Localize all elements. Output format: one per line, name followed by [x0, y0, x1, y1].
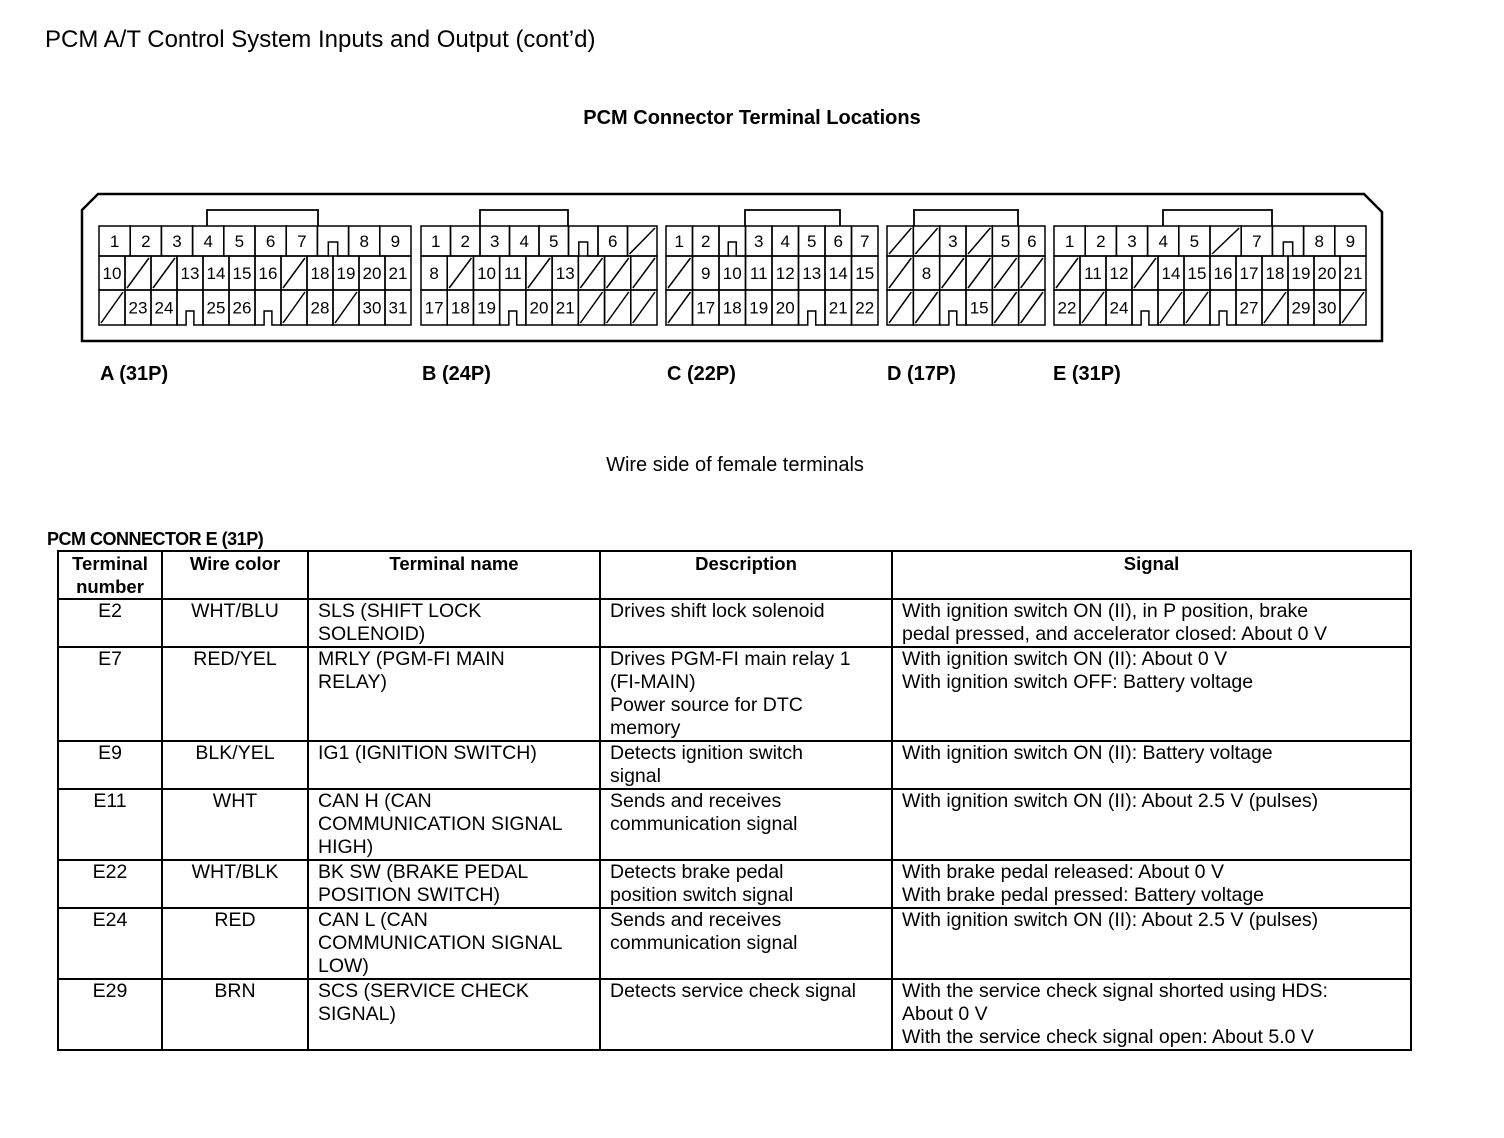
unused-terminal-mark — [889, 228, 911, 254]
signal-line: With the service check signal open: About 5.0 V — [902, 1026, 1314, 1048]
terminal-number-label: 19 — [1291, 264, 1311, 283]
terminal-description — [600, 647, 892, 741]
unused-terminal-mark — [283, 258, 305, 288]
terminal-signal — [892, 789, 1411, 860]
terminal-name-line: RELAY) — [318, 671, 387, 693]
header-signal: Signal — [892, 551, 1411, 599]
unused-terminal-mark — [889, 258, 911, 288]
terminal-number-label: 20 — [362, 264, 382, 283]
connector-diagram — [0, 0, 1504, 360]
unused-terminal-mark — [1021, 258, 1043, 288]
unused-terminal-mark — [1021, 292, 1043, 323]
terminal-name-line: POSITION SWITCH) — [318, 884, 500, 906]
terminal-number-label: 17 — [1239, 264, 1259, 283]
unused-terminal-mark — [915, 292, 937, 323]
terminal-number-label: 19 — [336, 264, 356, 283]
terminal-number-label: 23 — [128, 298, 148, 318]
signal-line: With brake pedal pressed: Battery voltage — [902, 884, 1265, 906]
terminal-signal — [892, 647, 1411, 741]
description-line: Detects service check signal — [610, 980, 857, 1002]
unused-terminal-mark — [968, 258, 990, 288]
terminal-number-label: 18 — [1265, 264, 1285, 283]
connector-latch — [745, 210, 840, 226]
description-line: Detects brake pedal — [610, 861, 784, 883]
terminal-key-slot — [1210, 290, 1236, 325]
terminal-key-slot — [940, 290, 966, 325]
terminal-name — [308, 860, 600, 908]
terminal-number-label: 1 — [1064, 232, 1075, 251]
terminal-number-label: 22 — [1057, 298, 1077, 318]
terminal-number: E2 — [58, 599, 162, 647]
terminal-number-label: 16 — [1213, 264, 1233, 283]
unused-terminal-mark — [283, 292, 305, 323]
terminal-name-line: SCS (SERVICE CHECK — [318, 980, 529, 1002]
terminal-number-label: 9 — [390, 232, 401, 251]
wire-side-caption: Wire side of female terminals — [606, 454, 864, 476]
terminal-number-label: 7 — [1252, 232, 1262, 251]
unused-terminal-mark — [1056, 258, 1078, 288]
unused-terminal-mark — [1212, 228, 1239, 254]
terminal-number-label: 12 — [775, 264, 795, 283]
table-row — [58, 647, 1411, 741]
terminal-name-line: SOLENOID) — [318, 623, 426, 645]
description-line: Drives PGM-FI main relay 1 — [610, 648, 851, 670]
terminal-number-label: 1 — [674, 232, 684, 251]
terminal-name — [308, 789, 600, 860]
terminal-number-label: 3 — [754, 232, 764, 251]
wire-color: WHT/BLU — [162, 599, 308, 647]
terminal-number-label: 21 — [388, 264, 408, 283]
terminal-number-label: 7 — [860, 232, 870, 251]
terminal-number-label: 13 — [180, 264, 200, 283]
unused-terminal-mark — [942, 258, 964, 288]
terminal-name — [308, 741, 600, 789]
description-line: communication signal — [610, 932, 798, 954]
terminal-number: E22 — [58, 860, 162, 908]
terminal-description — [600, 908, 892, 979]
terminal-number-label: 6 — [265, 232, 276, 251]
table-row — [58, 599, 1411, 647]
unused-terminal-mark — [580, 292, 602, 323]
description-line: position switch signal — [610, 884, 794, 906]
terminal-key-slot — [799, 290, 826, 325]
terminal-number-label: 14 — [206, 264, 226, 283]
terminal-number: E11 — [58, 789, 162, 860]
terminal-number-label: 6 — [833, 232, 843, 251]
terminal-name-line: COMMUNICATION SIGNAL — [318, 932, 563, 954]
connector-latch — [207, 210, 318, 226]
terminal-key-slot — [255, 290, 281, 325]
terminal-number-label: 4 — [1158, 232, 1168, 251]
connector-label-e: E (31P) — [1053, 363, 1121, 385]
terminal-number-label: 15 — [1187, 264, 1207, 283]
terminal-number-label: 29 — [1291, 298, 1311, 318]
terminal-number-label: 27 — [1239, 298, 1259, 318]
unused-terminal-mark — [994, 258, 1016, 288]
terminal-number-label: 2 — [701, 232, 711, 251]
terminal-number-label: 24 — [1109, 298, 1129, 318]
terminal-number-label: 2 — [460, 232, 470, 251]
table-row — [58, 789, 1411, 860]
terminal-description — [600, 789, 892, 860]
terminal-name-line: HIGH) — [318, 836, 374, 858]
terminal-number-label: 20 — [1317, 264, 1337, 283]
terminal-name — [308, 647, 600, 741]
terminal-name-line: SLS (SHIFT LOCK — [318, 600, 482, 622]
header-number-line: number — [76, 576, 144, 597]
unused-terminal-mark — [127, 258, 149, 288]
description-line: Sends and receives — [610, 909, 782, 931]
unused-terminal-mark — [968, 228, 990, 254]
header-terminal-number — [58, 551, 162, 599]
terminal-key-slot — [500, 290, 526, 325]
terminal-number-label: 20 — [775, 298, 795, 318]
terminal-description — [600, 860, 892, 908]
terminal-number-label: 12 — [1109, 264, 1129, 283]
terminal-number-label: 15 — [855, 264, 875, 283]
terminal-number-label: 6 — [1027, 232, 1037, 251]
terminal-number-label: 11 — [749, 264, 768, 283]
terminal-number-label: 5 — [1000, 232, 1011, 251]
terminal-key-slot — [1132, 290, 1158, 325]
header-description: Description — [600, 551, 892, 599]
description-line: Power source for DTC — [610, 694, 803, 716]
terminal-number-label: 13 — [555, 264, 575, 283]
connector-c — [666, 210, 878, 325]
terminal-number-label: 5 — [807, 232, 817, 251]
description-line: Sends and receives — [610, 790, 782, 812]
terminal-number-label: 19 — [477, 298, 497, 318]
wire-color: RED — [162, 908, 308, 979]
terminal-number-label: 4 — [519, 232, 529, 251]
terminal-number-label: 30 — [362, 298, 382, 318]
unused-terminal-mark — [1342, 292, 1364, 323]
unused-terminal-mark — [153, 258, 175, 288]
connector-e — [1054, 210, 1366, 325]
terminal-number-label: 8 — [1314, 232, 1324, 251]
signal-line: With brake pedal released: About 0 V — [902, 861, 1224, 883]
terminal-number-label: 16 — [258, 264, 278, 283]
signal-line: pedal pressed, and accelerator closed: About 0 V — [902, 623, 1327, 645]
terminal-number: E24 — [58, 908, 162, 979]
terminal-number-label: 2 — [141, 232, 151, 251]
table-header-row — [58, 551, 1411, 599]
terminal-description — [600, 599, 892, 647]
terminal-number-label: 15 — [232, 264, 252, 283]
terminal-number-label: 24 — [154, 298, 174, 318]
terminal-number-label: 4 — [780, 232, 790, 251]
connector-latch — [480, 210, 568, 226]
terminal-number-label: 31 — [388, 298, 408, 318]
terminal-name-line: SIGNAL) — [318, 1003, 397, 1025]
terminal-number-label: 5 — [234, 232, 245, 251]
unused-terminal-mark — [1160, 292, 1182, 323]
terminal-number-label: 14 — [1161, 264, 1181, 283]
unused-terminal-mark — [335, 292, 357, 323]
terminal-number-label: 21 — [828, 298, 848, 318]
terminal-name — [308, 979, 600, 1050]
terminal-number-label: 21 — [555, 298, 575, 318]
signal-line: With the service check signal shorted using HDS: — [902, 980, 1328, 1002]
terminal-key-slot — [569, 226, 599, 256]
description-line: Drives shift lock solenoid — [610, 600, 825, 622]
terminal-name-line: BK SW (BRAKE PEDAL — [318, 861, 529, 883]
terminal-number-label: 7 — [297, 232, 307, 251]
table-title: PCM CONNECTOR E (31P) — [47, 529, 264, 549]
signal-line: With ignition switch ON (II): Battery voltage — [902, 742, 1273, 764]
connector-label-d: D (17P) — [887, 363, 956, 385]
terminal-number-label: 1 — [109, 232, 120, 251]
description-line: communication signal — [610, 813, 798, 835]
terminal-number-label: 10 — [477, 264, 497, 283]
unused-terminal-mark — [668, 258, 691, 288]
terminal-number-label: 3 — [948, 232, 958, 251]
terminal-number-label: 21 — [1343, 264, 1363, 283]
terminal-number-label: 11 — [1084, 264, 1102, 283]
terminal-number-label: 5 — [549, 232, 559, 251]
terminal-number-label: 15 — [969, 298, 989, 318]
terminal-number-label: 4 — [203, 232, 213, 251]
terminal-number-label: 26 — [232, 298, 252, 318]
terminal-name-line: MRLY (PGM-FI MAIN — [318, 648, 505, 670]
signal-line: About 0 V — [902, 1003, 988, 1025]
terminal-signal — [892, 979, 1411, 1050]
unused-terminal-mark — [630, 228, 656, 254]
connector-a — [99, 210, 411, 325]
terminal-name-line: LOW) — [318, 955, 369, 977]
table-row — [58, 908, 1411, 979]
terminal-key-slot — [177, 290, 203, 325]
terminal-name — [308, 908, 600, 979]
terminal-number: E29 — [58, 979, 162, 1050]
terminal-number-label: 25 — [206, 298, 226, 318]
table-row — [58, 979, 1411, 1050]
unused-terminal-mark — [633, 258, 655, 288]
wire-color: BRN — [162, 979, 308, 1050]
unused-terminal-mark — [1186, 292, 1208, 323]
terminal-signal — [892, 599, 1411, 647]
description-line: memory — [610, 717, 681, 739]
terminal-number-label: 1 — [431, 232, 441, 251]
description-line: Detects ignition switch — [610, 742, 803, 764]
terminal-name-line: IG1 (IGNITION SWITCH) — [318, 742, 537, 764]
unused-terminal-mark — [1082, 292, 1104, 323]
terminal-number: E7 — [58, 647, 162, 741]
terminal-number-label: 11 — [503, 264, 522, 283]
terminal-number-label: 8 — [429, 264, 439, 283]
terminal-number-label: 22 — [855, 298, 875, 318]
signal-line: With ignition switch ON (II), in P position, brake — [902, 600, 1309, 622]
terminal-signal — [892, 908, 1411, 979]
terminal-description — [600, 979, 892, 1050]
terminal-table — [57, 550, 1412, 1051]
terminal-signal — [892, 860, 1411, 908]
signal-line: With ignition switch OFF: Battery voltage — [902, 671, 1254, 693]
diagram-title: PCM Connector Terminal Locations — [583, 107, 921, 129]
terminal-number-label: 19 — [749, 298, 769, 318]
connector-label-b: B (24P) — [422, 363, 491, 385]
signal-line: With ignition switch ON (II): About 2.5 V (pulses) — [902, 909, 1319, 931]
terminal-number-label: 17 — [424, 298, 444, 318]
unused-terminal-mark — [101, 292, 123, 323]
header-wire-color: Wire color — [162, 551, 308, 599]
terminal-name-line: COMMUNICATION SIGNAL — [318, 813, 563, 835]
unused-terminal-mark — [668, 292, 691, 323]
terminal-number-label: 8 — [921, 264, 932, 283]
description-line: signal — [610, 765, 661, 787]
unused-terminal-mark — [580, 258, 602, 288]
terminal-number-label: 18 — [310, 264, 330, 283]
terminal-number-label: 3 — [172, 232, 182, 251]
terminal-number-label: 9 — [1345, 232, 1356, 251]
connector-latch — [1163, 210, 1272, 226]
terminal-number-label: 2 — [1096, 232, 1106, 251]
terminal-number: E9 — [58, 741, 162, 789]
terminal-number-label: 13 — [802, 264, 822, 283]
terminal-number-label: 10 — [102, 264, 122, 283]
terminal-key-slot — [1272, 226, 1303, 256]
page-title: PCM A/T Control System Inputs and Output (cont’d) — [45, 26, 596, 53]
terminal-number-label: 3 — [490, 232, 500, 251]
unused-terminal-mark — [449, 258, 471, 288]
terminal-number-label: 18 — [450, 298, 470, 318]
terminal-number-label: 20 — [529, 298, 549, 318]
terminal-name — [308, 599, 600, 647]
unused-terminal-mark — [607, 258, 629, 288]
terminal-number-label: 3 — [1127, 232, 1137, 251]
unused-terminal-mark — [889, 292, 911, 323]
header-terminal-name: Terminal name — [308, 551, 600, 599]
terminal-number-label: 14 — [828, 264, 848, 283]
connector-label-a: A (31P) — [100, 363, 169, 385]
terminal-number-label: 8 — [359, 232, 369, 251]
terminal-number-label: 17 — [696, 298, 716, 318]
connector-label-c: C (22P) — [667, 363, 736, 385]
unused-terminal-mark — [994, 292, 1016, 323]
unused-terminal-mark — [607, 292, 629, 323]
table-row — [58, 741, 1411, 789]
terminal-number-label: 18 — [722, 298, 742, 318]
signal-line: With ignition switch ON (II): About 2.5 V (pulses) — [902, 790, 1319, 812]
wire-color: BLK/YEL — [162, 741, 308, 789]
wire-color: WHT/BLK — [162, 860, 308, 908]
terminal-name-line: CAN L (CAN — [318, 909, 428, 931]
terminal-number-label: 10 — [722, 264, 742, 283]
terminal-description — [600, 741, 892, 789]
wire-color: RED/YEL — [162, 647, 308, 741]
terminal-key-slot — [719, 226, 746, 256]
description-line: (FI-MAIN) — [610, 671, 696, 693]
header-terminal-line: Terminal — [72, 553, 148, 574]
terminal-number-label: 30 — [1317, 298, 1337, 318]
unused-terminal-mark — [915, 228, 937, 254]
table-row — [58, 860, 1411, 908]
connector-d — [887, 210, 1045, 325]
terminal-number-label: 5 — [1189, 232, 1200, 251]
terminal-key-slot — [317, 226, 348, 256]
terminal-number-label: 6 — [608, 232, 618, 251]
connector-latch — [914, 210, 1018, 226]
unused-terminal-mark — [1264, 292, 1286, 323]
terminal-name-line: CAN H (CAN — [318, 790, 432, 812]
signal-line: With ignition switch ON (II): About 0 V — [902, 648, 1228, 670]
wire-color: WHT — [162, 789, 308, 860]
terminal-signal — [892, 741, 1411, 789]
unused-terminal-mark — [1134, 258, 1156, 288]
connector-b — [421, 210, 657, 325]
terminal-number-label: 9 — [701, 264, 711, 283]
unused-terminal-mark — [633, 292, 655, 323]
terminal-number-label: 28 — [310, 298, 330, 318]
unused-terminal-mark — [528, 258, 550, 288]
